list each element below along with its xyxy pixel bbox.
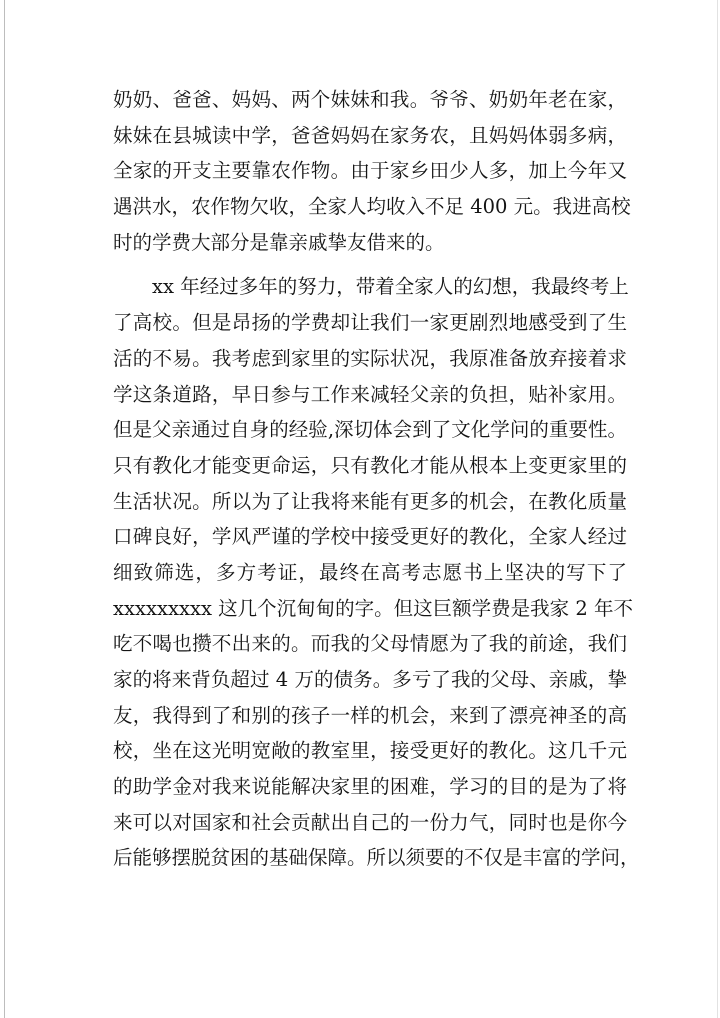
text-line: 来可以对国家和社会贡献出自己的一份力气，同时也是你今 <box>113 810 627 834</box>
text-line: 学这条道路，早日参与工作来减轻父亲的负担，贴补家用。 <box>113 382 627 406</box>
text-line: 妹妹在县城读中学，爸爸妈妈在家务农，且妈妈体弱多病， <box>113 123 627 147</box>
page-border-right <box>717 0 718 1018</box>
text-line: 奶奶、爸爸、妈妈、两个妹妹和我。爷爷、奶奶年老在家， <box>113 88 627 111</box>
text-line: 后能够摆脱贫困的基础保障。所以须要的不仅是丰富的学问， <box>113 846 640 870</box>
text-line: 但是父亲通过自身的经验,深切体会到了文化学问的重要性。 <box>113 418 627 442</box>
text-line: 时的学费大部分是靠亲戚挚友借来的。 <box>113 230 445 254</box>
text-line: 的助学金对我来说能解决家里的困难，学习的目的是为了将 <box>113 775 627 799</box>
text-line: xxxxxxxxx 这几个沉甸甸的字。但这巨额学费是我家 2 年不 <box>113 596 633 620</box>
paragraph-1 <box>113 82 631 260</box>
paragraph-gap <box>113 260 627 269</box>
text-line: 了高校。但是昂扬的学费却让我们一家更剧烈地感受到了生 <box>113 311 627 335</box>
body-text <box>113 82 640 876</box>
text-line: 生活状况。所以为了让我将来能有更多的机会，在教化质量 <box>113 489 627 513</box>
text-line: 口碑良好，学风严谨的学校中接受更好的教化，全家人经过 <box>113 525 627 549</box>
text-line: 活的不易。我考虑到家里的实际状况，我原准备放弃接着求 <box>113 346 627 370</box>
text-line: xx 年经过多年的努力，带着全家人的幻想，我最终考上 <box>152 275 629 299</box>
text-line: 吃不喝也攒不出来的。而我的父母情愿为了我的前途，我们 <box>113 632 627 656</box>
text-line: 只有教化才能变更命运，只有教化才能从根本上变更家里的 <box>113 453 627 477</box>
paragraph-2 <box>113 269 640 876</box>
text-line: 家的将来背负超过 4 万的债务。多亏了我的父母、亲戚，挚 <box>113 668 627 691</box>
text-line: 遇洪水，农作物欠收，全家人均收入不足 400 元。我进高校 <box>113 195 631 219</box>
text-line: 友，我得到了和别的孩子一样的机会，来到了漂亮神圣的高 <box>113 703 627 727</box>
text-line: 全家的开支主要靠农作物。由于家乡田少人多，加上今年又 <box>113 159 627 183</box>
page-border-left <box>4 0 5 1018</box>
text-line: 细致筛选，多方考证，最终在高考志愿书上坚决的写下了 <box>113 560 627 584</box>
text-line: 校，坐在这光明宽敞的教室里，接受更好的教化。这几千元 <box>113 739 627 763</box>
